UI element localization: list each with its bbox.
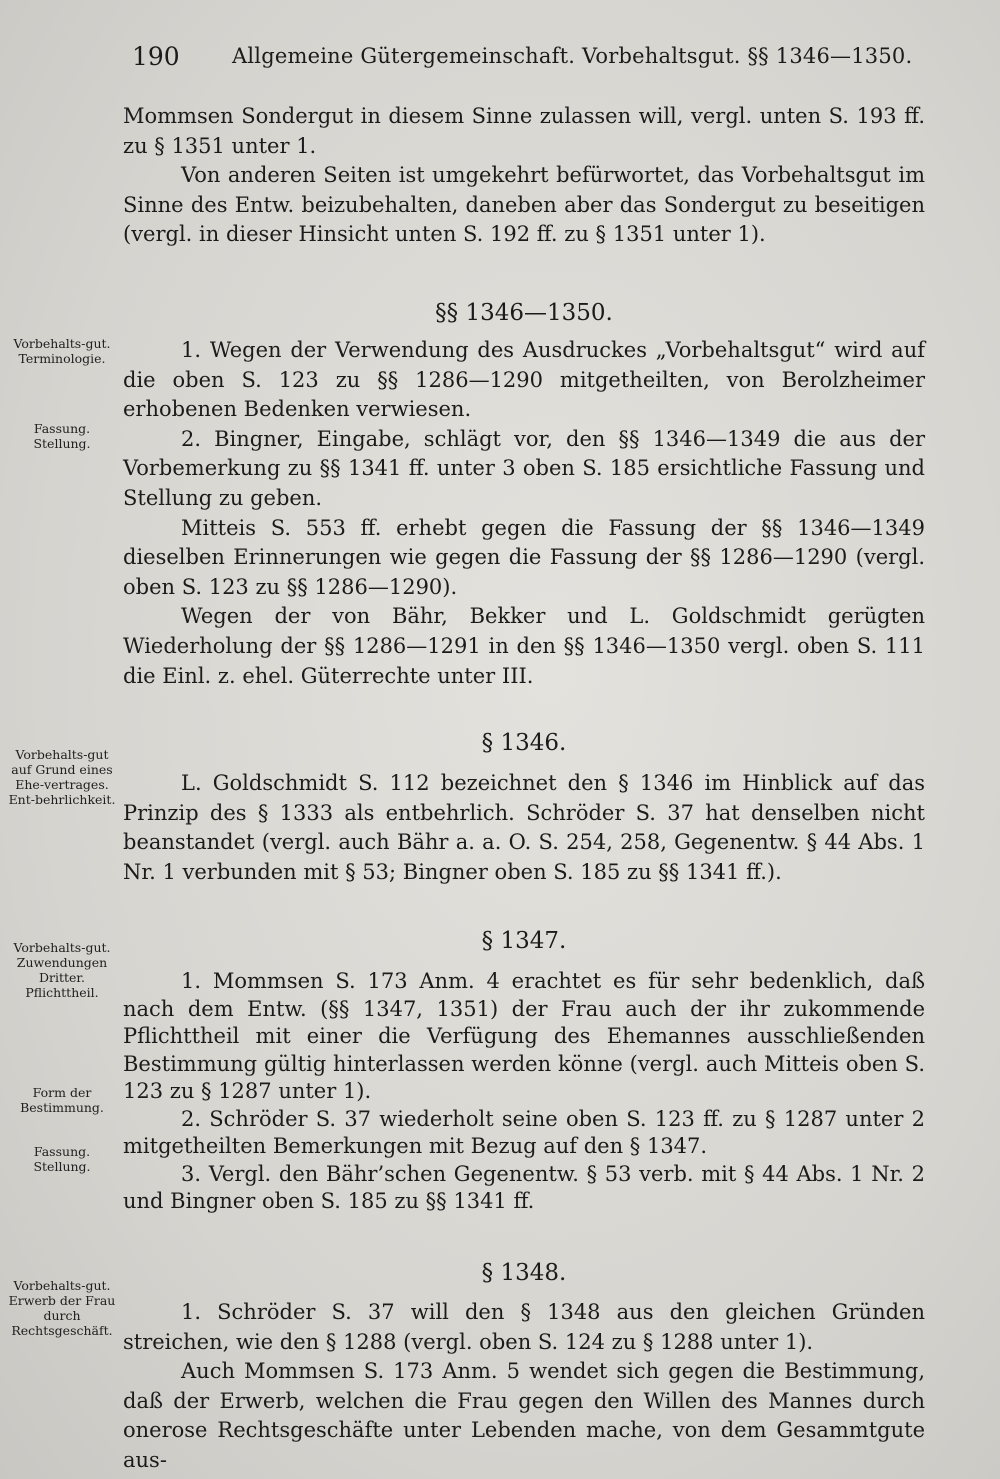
main-text (123, 102, 925, 1476)
margin-note-fassung-stellung-2: Fassung. Stellung. (33, 1144, 91, 1174)
paragraph-bingner: 2. Bingner, Eingabe, schlägt vor, den §§ 1346—1349 die aus der Vorbemerkung zu §§ 1341 ff. unter 3 oben S. 185 ersichtliche Fassung und Stellung zu geben. (123, 426, 925, 510)
section-heading-1346: § 1346. (481, 730, 567, 757)
running-head: Allgemeine Gütergemeinschaft. Vorbehaltsgut. §§ 1346—1350. (232, 44, 913, 68)
paragraph-goldschmidt: L. Goldschmidt S. 112 bezeichnet den § 1346 im Hinblick auf das Prinzip des § 1333 als entbehrlich. Schröder S. 37 hat denselben nicht beanstandet (vergl. auch Bähr a. a. O. S. 254, 258, Gegenentw. § 44 Abs. 1 Nr. 1 verbunden mit § 53; Bingner oben S. 185 zu §§ 1341 ff.). (123, 771, 925, 884)
section-heading-1348: § 1348. (481, 1259, 567, 1286)
margin-note-terminologie: Vorbehalts-gut. Terminologie. (13, 336, 111, 366)
paragraph-mitteis: Mitteis S. 553 ff. erhebt gegen die Fassung der §§ 1346—1349 dieselben Erinnerungen wie gegen die Fassung der §§ 1286—1290 (vergl. oben S. 123 zu §§ 1286—1290). (123, 515, 925, 599)
paragraph-1348-schroeder: 1. Schröder S. 37 will den § 1348 aus den gleichen Gründen streichen, wie den § 1288 (vergl. oben S. 124 zu § 1288 unter 1). (123, 1299, 925, 1354)
section-heading-1346-1350: §§ 1346—1350. (435, 299, 613, 326)
paragraph-1347-pflichttheil: 1. Mommsen S. 173 Anm. 4 erachtet es für sehr bedenklich, daß nach dem Entw. (§§ 1347, 1351) der Frau auch der ihr zukommende Pflichttheil mit einer die Verfügung des Ehemannes ausschließenden Bestimmung gültig hinterlassen werden könne (vergl. auch Mitteis oben S. 123 zu § 1287 unter 1). (123, 969, 925, 1104)
margin-note-fassung-stellung: Fassung. Stellung. (33, 421, 91, 451)
margin-note-zuwendungen-dritter: Vorbehalts-gut. Zuwendungen Dritter. Pflichttheil. (13, 940, 111, 1000)
paragraph-1347-schroeder: 2. Schröder S. 37 wiederholt seine oben S. 123 ff. zu § 1287 unter 2 mitgetheilten Bemerkungen mit Bezug auf den § 1347. (123, 1106, 925, 1159)
paragraph-1347-gegenentw: 3. Vergl. den Bähr’schen Gegenentw. § 53 verb. mit § 44 Abs. 1 Nr. 2 und Bingner oben S. 185 zu §§ 1341 ff. (123, 1161, 925, 1214)
paragraph-terminologie: 1. Wegen der Verwendung des Ausdruckes „Vorbehaltsgut“ wird auf die oben S. 123 zu §§ 1286—1290 mitgetheilten, von Berolzheimer erhobenen Bedenken verwiesen. (123, 337, 925, 422)
paragraph-wiederholung: Wegen der von Bähr, Bekker und L. Goldschmidt gerügten Wiederholung der §§ 1286—1291 in den §§ 1346—1350 vergl. oben S. 111 die Einl. z. ehel. Güterrechte unter III. (123, 604, 925, 688)
margin-note-form-bestimmung: Form der Bestimmung. (20, 1085, 104, 1115)
paragraph-1348-mommsen: Auch Mommsen S. 173 Anm. 5 wendet sich gegen die Bestimmung, daß der Erwerb, welchen die Frau gegen den Willen des Mannes durch onerose Rechtsgeschäfte unter Lebenden mache, von dem Gesammtgute aus- (123, 1359, 925, 1472)
paragraph-mommsen-sondergut: Mommsen Sondergut in diesem Sinne zulassen will, vergl. unten S. 193 ff. zu § 1351 unter 1. (123, 104, 925, 158)
page-number: 190 (132, 42, 180, 71)
margin-notes (0, 0, 123, 1479)
margin-note-erwerb-frau: Vorbehalts-gut. Erwerb der Frau durch Rechtsgeschäft. (8, 1278, 116, 1338)
section-heading-1347: § 1347. (481, 928, 567, 955)
margin-note-ehevertrag: Vorbehalts-gut auf Grund eines Ehe-vertrages. Ent-behrlichkeit. (8, 747, 116, 807)
paragraph-anderen-seiten: Von anderen Seiten ist umgekehrt befürwortet, das Vorbehaltsgut im Sinne des Entw. beizubehalten, daneben aber das Sondergut zu beseitigen (vergl. in dieser Hinsicht unten S. 192 ff. zu § 1351 unter 1). (123, 163, 925, 247)
page-header (132, 42, 932, 78)
